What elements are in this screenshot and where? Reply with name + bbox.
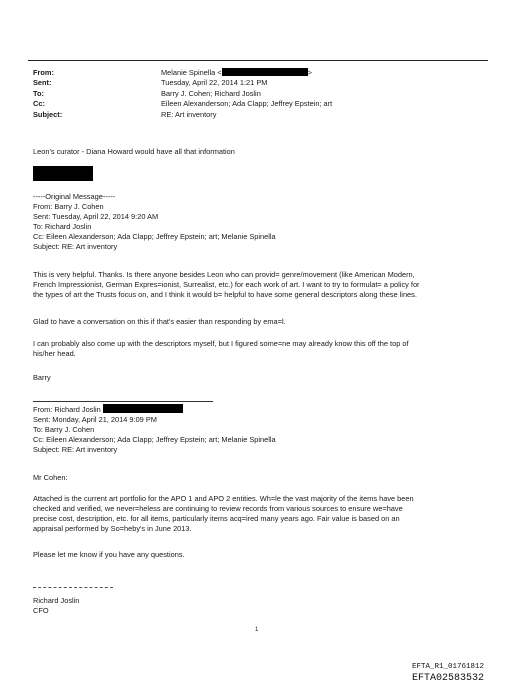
signature-block <box>33 596 481 616</box>
paragraph-line: French Impressionist, German Expres=ionist, Surrealist, etc.) for each work of art. I want to try to formulat= a policy for <box>33 279 420 289</box>
original-subject: Subject: RE: Art inventory <box>33 241 118 251</box>
paragraph-line: the types of art the Trusts focus on, and I think it would b= helpful to have some general descriptors along these lines. <box>33 289 417 299</box>
to-value: Barry J. Cohen; Richard Joslin <box>161 88 261 98</box>
page-number: 1 <box>255 627 259 633</box>
paragraph-line: his/her head. <box>33 348 76 358</box>
greeting-text: Mr Cohen: <box>33 473 68 482</box>
forwarded-body <box>33 494 481 534</box>
paragraph-line: precise cost, description, etc. for all items, particularly items acq=ired many years ago. Fair value is based on an <box>33 513 400 523</box>
paragraph-line: Attached is the current art portfolio for the APO 1 and APO 2 entities. Wh=le the vast majority of the items have been <box>33 494 414 503</box>
original-paragraph-1 <box>33 270 481 300</box>
signature-name: Richard Joslin <box>33 596 80 605</box>
forwarded-closing <box>33 550 481 560</box>
redaction-box <box>103 404 183 413</box>
original-paragraph-2 <box>33 317 481 327</box>
forwarded-greeting <box>33 473 481 483</box>
forwarded-from <box>33 404 481 415</box>
original-paragraph-3 <box>33 339 481 359</box>
email-header <box>33 68 332 120</box>
cc-label: Cc: <box>33 99 45 109</box>
forwarded-from-text: From: Richard Joslin <box>33 405 101 414</box>
from-sender: Melanie Spinella < <box>161 68 222 77</box>
paragraph-line: Glad to have a conversation on this if that's easier than responding by ema=l. <box>33 317 286 326</box>
header-cc-row <box>33 99 332 109</box>
forwarded-subject: Subject: RE: Art inventory <box>33 444 118 454</box>
paragraph-line: I can probably also come up with the descriptors myself, but I figured some=ne may already know this off the top of <box>33 339 409 348</box>
header-subject-row <box>33 110 332 120</box>
header-sent-row <box>33 78 332 88</box>
reply-text: Leon's curator - Diana Howard would have all that information <box>33 147 235 156</box>
forwarded-cc: Cc: Eileen Alexanderson; Ada Clapp; Jeffrey Epstein; art; Melanie Spinella <box>33 434 276 444</box>
redaction-box <box>222 68 308 76</box>
original-message-heading: -----Original Message----- <box>33 192 116 201</box>
bates-stamp-secondary: EFTA02583532 <box>411 673 484 684</box>
original-to: To: Richard Joslin <box>33 221 92 231</box>
header-from-row <box>33 68 332 78</box>
header-rule <box>28 60 488 61</box>
paragraph-line: This is very helpful. Thanks. Is there anyone besides Leon who can provid= genre/movement (like American Modern, <box>33 270 415 279</box>
closing-text: Please let me know if you have any questions. <box>33 550 185 559</box>
cc-value: Eileen Alexanderson; Ada Clapp; Jeffrey Epstein; art <box>161 99 333 109</box>
from-label: From: <box>33 68 54 77</box>
reply-body <box>33 147 481 157</box>
sent-value: Tuesday, April 22, 2014 1:21 PM <box>161 78 268 88</box>
subject-value: RE: Art inventory <box>161 109 217 119</box>
from-value <box>161 68 312 78</box>
sent-label: Sent: <box>33 78 52 88</box>
paragraph-line: checked and verified, we never=heless are continuing to review records from various sources to ensure we=have <box>33 503 403 513</box>
bates-stamp-primary: EFTA_R1_01761812 <box>411 663 484 671</box>
forwarded-to: To: Barry J. Cohen <box>33 424 95 434</box>
to-label: To: <box>33 88 44 98</box>
paragraph-line: appraisal performed by So=heby's in June 2013. <box>33 523 192 533</box>
from-suffix: > <box>307 68 312 77</box>
forwarded-sent: Sent: Monday, April 21, 2014 9:09 PM <box>33 414 157 424</box>
signature-title: CFO <box>33 605 49 615</box>
signoff-text: Barry <box>33 373 51 382</box>
original-signoff <box>33 373 481 383</box>
separator-rule <box>33 401 213 402</box>
subject-label: Subject: <box>33 109 63 119</box>
original-cc: Cc: Eileen Alexanderson; Ada Clapp; Jeffrey Epstein; art; Melanie Spinella <box>33 231 276 241</box>
signature-rule <box>33 587 113 588</box>
redaction-box <box>33 166 93 181</box>
original-message-header <box>33 192 481 252</box>
original-from: From: Barry J. Cohen <box>33 201 104 211</box>
header-to-row <box>33 89 332 99</box>
forwarded-message-header <box>33 404 481 455</box>
original-sent: Sent: Tuesday, April 22, 2014 9:20 AM <box>33 211 159 221</box>
